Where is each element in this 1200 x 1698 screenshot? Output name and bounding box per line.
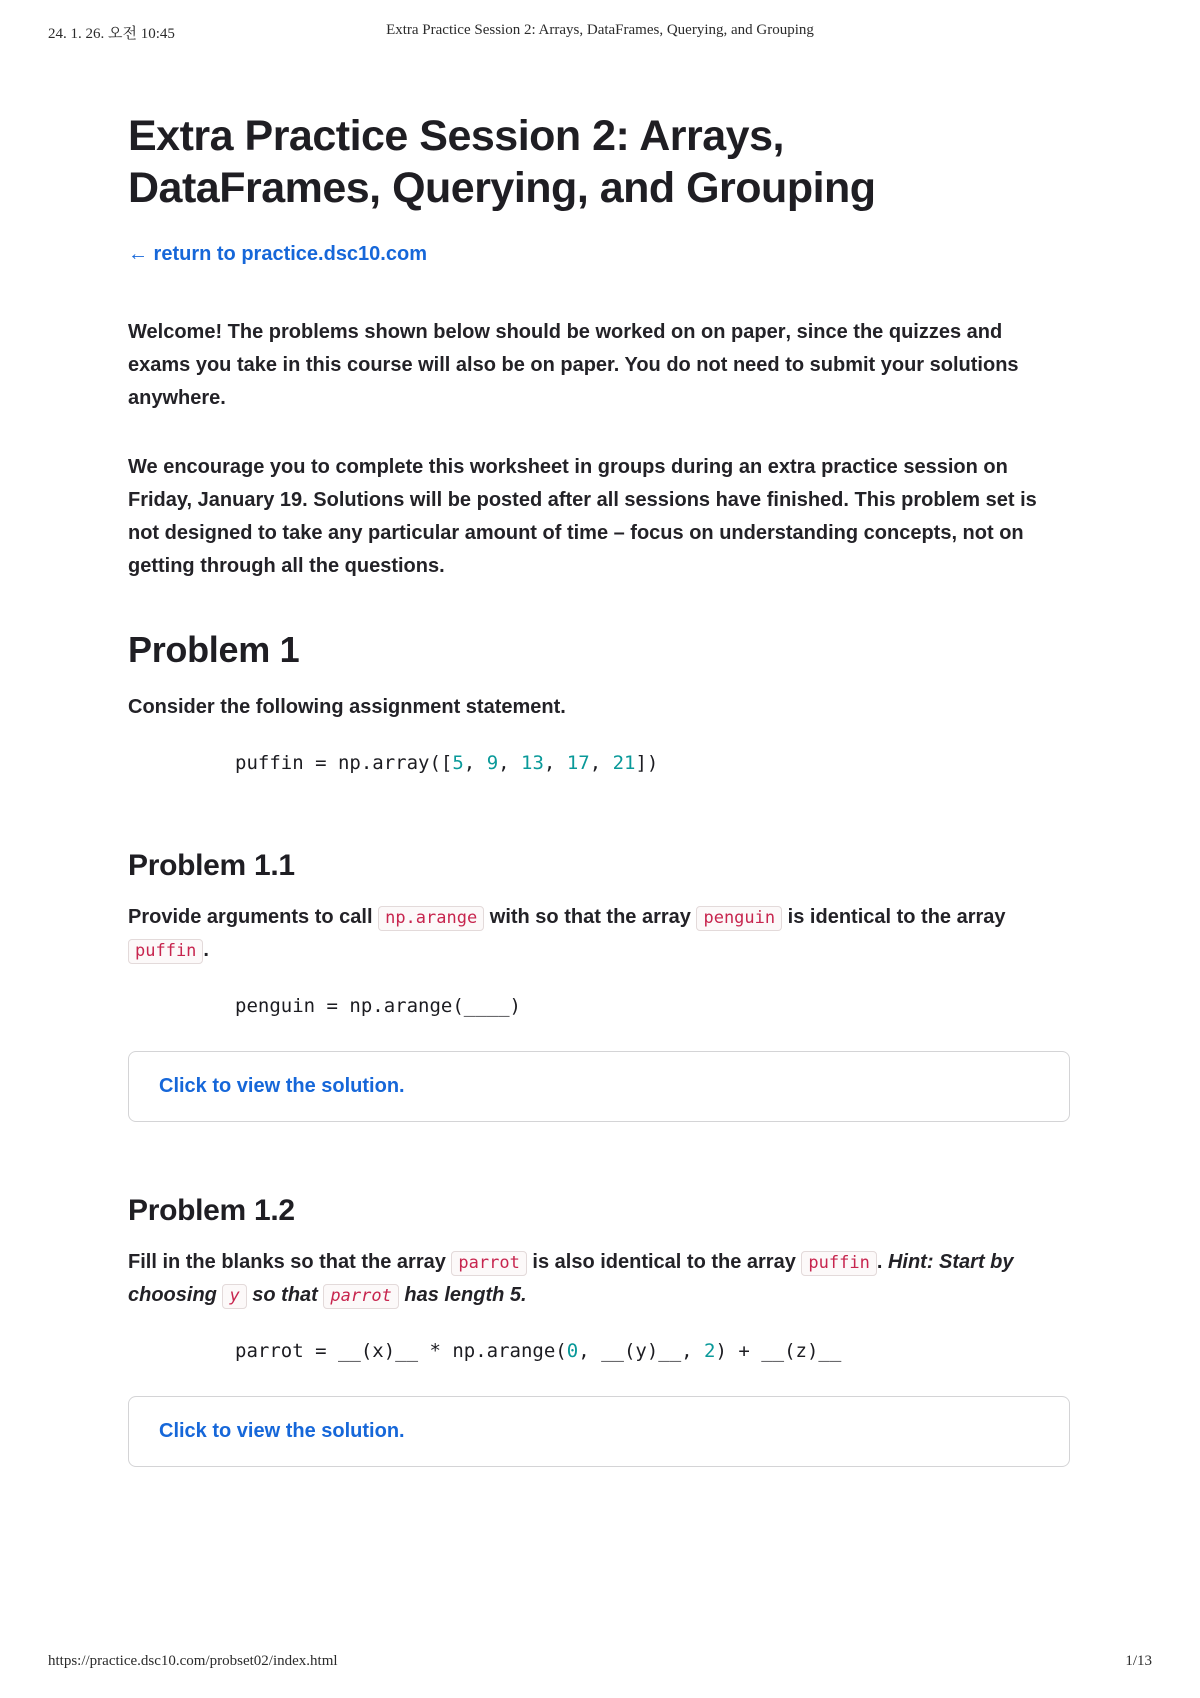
problem-1-2-heading: Problem 1.2 [128,1194,295,1227]
intro-paragraph-2: We encourage you to complete this worksheet in groups during an extra practice session on Friday, January 19. Solutions will be posted after all sessions have finished. This problem set is not designed to take any particular amount of time – focus on understanding concepts, not on getting through all the questions. [128,455,1037,577]
page-title: Extra Practice Session 2: Arrays, DataFrames, Querying, and Grouping [128,112,876,213]
problem-1-2-prompt: Fill in the blanks so that the array parrot is also identical to the array puffin . Hint: Start by choosing y so that parrot has length 5. [128,1246,1070,1312]
print-doc-title: Extra Practice Session 2: Arrays, DataFrames, Querying, and Grouping [386,22,814,38]
intro-paragraph-1: Welcome! The problems shown below should be worked on on paper, since the quizzes and exams you take in this course will also be on paper. You do not need to submit your solutions anywhere. [128,320,1019,409]
code-block-penguin: penguin = np.arange(____) [235,995,521,1018]
print-page-number: 1/13 [1125,1653,1152,1669]
code-block-puffin: puffin = np.array([5, 9, 13, 17, 21]) [235,751,659,774]
problem-1-1-heading: Problem 1.1 [128,849,295,883]
code-block-parrot: parrot = __(x)__ * np.arange(0, __(y)__, 2) + __(z)__ [235,1340,842,1362]
problem-1-heading: Problem 1 [128,628,300,670]
return-link[interactable]: ← return to practice.dsc10.com [128,242,427,265]
solution-toggle-1-label: Click to view the solution. [159,1075,405,1097]
solution-toggle-2-label: Click to view the solution. [159,1419,405,1442]
solution-toggle-1[interactable] [128,1051,1070,1122]
print-timestamp: 24. 1. 26. 오전 10:45 [48,26,175,42]
problem-1-intro: Consider the following assignment statement. [128,695,566,718]
print-footer [48,1653,1152,1670]
print-header [48,22,1152,42]
print-url: https://practice.dsc10.com/probset02/index.html [48,1653,338,1669]
solution-toggle-2[interactable] [128,1396,1070,1467]
problem-1-1-prompt: Provide arguments to call np.arange with so that the array penguin is identical to the array puffin . [128,901,1070,967]
